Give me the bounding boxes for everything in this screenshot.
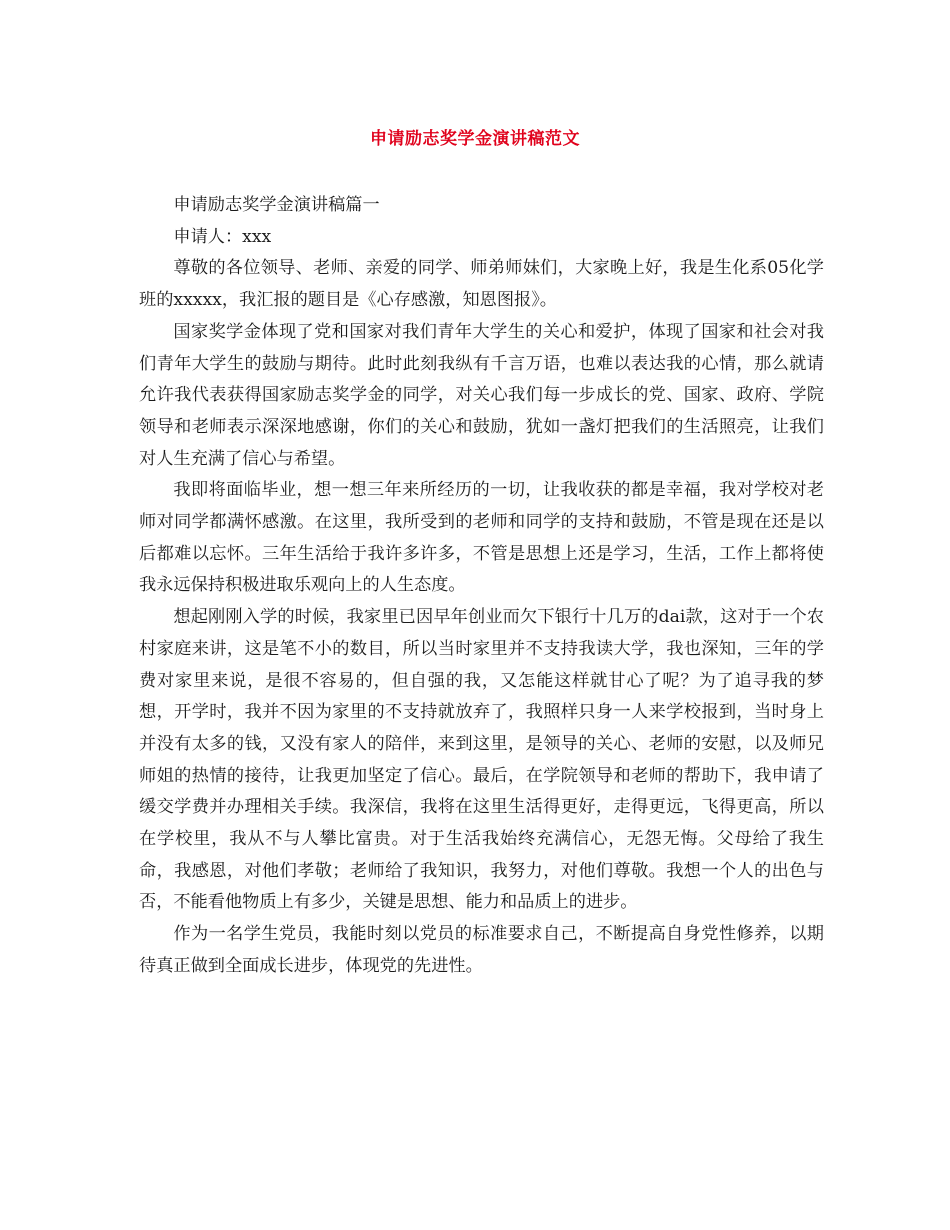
document-title: 申请励志奖学金演讲稿范文 xyxy=(370,129,580,149)
paragraph-gratitude: 国家奖学金体现了党和国家对我们青年大学生的关心和爱护，体现了国家和社会对我们青年大学生的鼓励与期待。此时此刻我纵有千言万语，也难以表达我的心情，那么就请允许我代表获得国家励志奖学金的同学，对关心我们每一步成长的党、国家、政府、学院领导和老师表示深深地感谢，你们的关心和鼓励，犹如一盏灯把我们的生活照亮，让我们对人生充满了信心与希望。 xyxy=(139,321,824,469)
applicant-line: 申请人：xxx xyxy=(173,226,272,247)
paragraph-background: 想起刚刚入学的时候，我家里已因早年创业而欠下银行十几万的dai款，这对于一个农村家庭来讲，这是笔不小的数目，所以当时家里并不支持我读大学，我也深知，三年的学费对家里来说，是很不容易的，但自强的我，又怎能这样就甘心了呢？为了追寻我的梦想，开学时，我并不因为家里的不支持就放弃了，我照样只身一人来学校报到，当时身上并没有太多的钱，又没有家人的陪伴，来到这里，是领导的关心、老师的安慰，以及师兄师姐的热情的接待，让我更加坚定了信心。最后，在学院领导和老师的帮助下，我申请了缓交学费并办理相关手续。我深信，我将在这里生活得更好，走得更远，飞得更高，所以在学校里，我从不与人攀比富贵。对于生活我始终充满信心，无怨无悔。父母给了我生命，我感恩，对他们孝敬；老师给了我知识，我努力，对他们尊敬。我想一个人的出色与否，不能看他物质上有多少，关键是思想、能力和品质上的进步。 xyxy=(139,607,824,913)
paragraph-party-member: 作为一名学生党员，我能时刻以党员的标准要求自己，不断提高自身党性修养，以期待真正做到全面成长进步，体现党的先进性。 xyxy=(139,924,824,976)
paragraph-graduation: 我即将面临毕业，想一想三年来所经历的一切，让我收获的都是幸福，我对学校对老师对同学都满怀感激。在这里，我所受到的老师和同学的支持和鼓励，不管是现在还是以后都难以忘怀。三年生活给于我许多许多，不管是思想上还是学习，生活，工作上都将使我永远保持积极进取乐观向上的人生态度。 xyxy=(139,480,824,596)
section-heading: 申请励志奖学金演讲稿篇一 xyxy=(173,195,380,215)
document-body xyxy=(139,190,824,983)
paragraph-greeting: 尊敬的各位领导、老师、亲爱的同学、师弟师妹们，大家晚上好，我是生化系05化学班的xxxxx，我汇报的题目是《心存感激，知恩图报》。 xyxy=(139,258,824,311)
